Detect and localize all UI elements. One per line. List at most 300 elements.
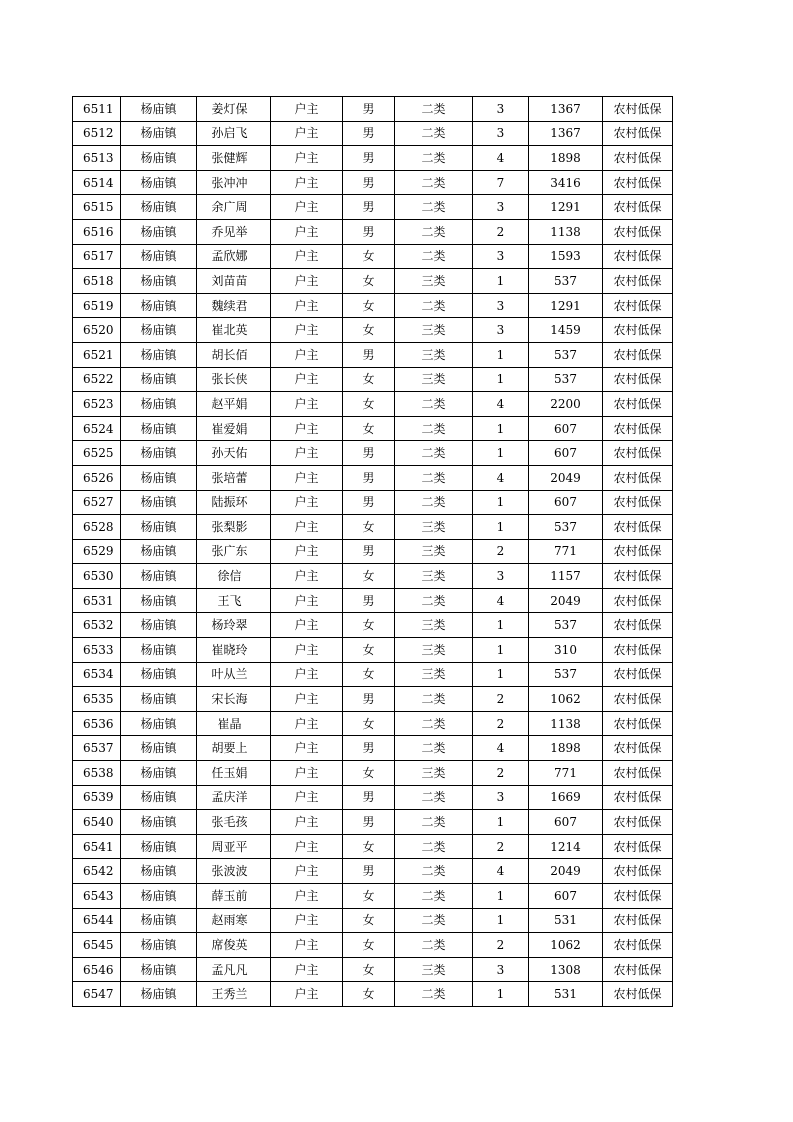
assistance-type-cell: 农村低保: [603, 933, 673, 958]
amount-cell: 531: [529, 982, 603, 1007]
table-row: [73, 539, 673, 564]
town-cell: 杨庙镇: [121, 736, 197, 761]
name-cell: 胡要上: [197, 736, 271, 761]
town-cell: 杨庙镇: [121, 170, 197, 195]
category-cell: 三类: [395, 318, 473, 343]
table-row: [73, 416, 673, 441]
relation-cell: 户主: [271, 564, 343, 589]
town-cell: 杨庙镇: [121, 219, 197, 244]
household-size-cell: 1: [473, 490, 529, 515]
serial-number-cell: 6514: [73, 170, 121, 195]
serial-number-cell: 6513: [73, 146, 121, 171]
household-size-cell: 1: [473, 416, 529, 441]
gender-cell: 女: [343, 908, 395, 933]
amount-cell: 1593: [529, 244, 603, 269]
gender-cell: 男: [343, 170, 395, 195]
table-row: [73, 933, 673, 958]
town-cell: 杨庙镇: [121, 195, 197, 220]
category-cell: 二类: [395, 392, 473, 417]
assistance-type-cell: 农村低保: [603, 318, 673, 343]
town-cell: 杨庙镇: [121, 146, 197, 171]
amount-cell: 1898: [529, 146, 603, 171]
town-cell: 杨庙镇: [121, 97, 197, 122]
assistance-type-cell: 农村低保: [603, 170, 673, 195]
relation-cell: 户主: [271, 97, 343, 122]
table-row: [73, 638, 673, 663]
serial-number-cell: 6528: [73, 515, 121, 540]
town-cell: 杨庙镇: [121, 244, 197, 269]
gender-cell: 女: [343, 416, 395, 441]
name-cell: 张广东: [197, 539, 271, 564]
town-cell: 杨庙镇: [121, 933, 197, 958]
name-cell: 任玉娟: [197, 761, 271, 786]
gender-cell: 男: [343, 736, 395, 761]
table-row: [73, 293, 673, 318]
assistance-type-cell: 农村低保: [603, 490, 673, 515]
household-size-cell: 1: [473, 515, 529, 540]
name-cell: 魏续君: [197, 293, 271, 318]
assistance-type-cell: 农村低保: [603, 195, 673, 220]
table-row: [73, 564, 673, 589]
gender-cell: 男: [343, 588, 395, 613]
gender-cell: 女: [343, 293, 395, 318]
name-cell: 崔晓玲: [197, 638, 271, 663]
household-size-cell: 1: [473, 269, 529, 294]
relation-cell: 户主: [271, 219, 343, 244]
table-body: [73, 97, 673, 1007]
assistance-type-cell: 农村低保: [603, 539, 673, 564]
name-cell: 崔北英: [197, 318, 271, 343]
name-cell: 张波波: [197, 859, 271, 884]
town-cell: 杨庙镇: [121, 515, 197, 540]
gender-cell: 男: [343, 97, 395, 122]
table-row: [73, 613, 673, 638]
category-cell: 二类: [395, 465, 473, 490]
serial-number-cell: 6518: [73, 269, 121, 294]
relation-cell: 户主: [271, 170, 343, 195]
serial-number-cell: 6542: [73, 859, 121, 884]
gender-cell: 男: [343, 859, 395, 884]
assistance-type-cell: 农村低保: [603, 908, 673, 933]
amount-cell: 607: [529, 416, 603, 441]
household-size-cell: 7: [473, 170, 529, 195]
name-cell: 徐信: [197, 564, 271, 589]
assistance-type-cell: 农村低保: [603, 957, 673, 982]
serial-number-cell: 6522: [73, 367, 121, 392]
assistance-type-cell: 农村低保: [603, 441, 673, 466]
relation-cell: 户主: [271, 515, 343, 540]
serial-number-cell: 6519: [73, 293, 121, 318]
table-row: [73, 711, 673, 736]
assistance-type-cell: 农村低保: [603, 810, 673, 835]
serial-number-cell: 6541: [73, 834, 121, 859]
household-size-cell: 3: [473, 97, 529, 122]
category-cell: 二类: [395, 97, 473, 122]
amount-cell: 1459: [529, 318, 603, 343]
category-cell: 三类: [395, 515, 473, 540]
town-cell: 杨庙镇: [121, 957, 197, 982]
amount-cell: 537: [529, 269, 603, 294]
table-row: [73, 859, 673, 884]
category-cell: 三类: [395, 367, 473, 392]
name-cell: 王秀兰: [197, 982, 271, 1007]
town-cell: 杨庙镇: [121, 908, 197, 933]
category-cell: 二类: [395, 736, 473, 761]
category-cell: 二类: [395, 244, 473, 269]
category-cell: 三类: [395, 638, 473, 663]
household-size-cell: 1: [473, 367, 529, 392]
serial-number-cell: 6517: [73, 244, 121, 269]
amount-cell: 607: [529, 490, 603, 515]
category-cell: 二类: [395, 441, 473, 466]
table-row: [73, 244, 673, 269]
amount-cell: 537: [529, 613, 603, 638]
amount-cell: 1157: [529, 564, 603, 589]
name-cell: 张冲冲: [197, 170, 271, 195]
household-size-cell: 3: [473, 785, 529, 810]
relation-cell: 户主: [271, 859, 343, 884]
serial-number-cell: 6525: [73, 441, 121, 466]
serial-number-cell: 6547: [73, 982, 121, 1007]
relation-cell: 户主: [271, 293, 343, 318]
assistance-type-cell: 农村低保: [603, 588, 673, 613]
town-cell: 杨庙镇: [121, 392, 197, 417]
amount-cell: 1138: [529, 711, 603, 736]
amount-cell: 1214: [529, 834, 603, 859]
table-row: [73, 318, 673, 343]
amount-cell: 2049: [529, 588, 603, 613]
amount-cell: 537: [529, 662, 603, 687]
gender-cell: 男: [343, 687, 395, 712]
town-cell: 杨庙镇: [121, 884, 197, 909]
assistance-type-cell: 农村低保: [603, 244, 673, 269]
assistance-type-cell: 农村低保: [603, 736, 673, 761]
household-size-cell: 1: [473, 441, 529, 466]
assistance-type-cell: 农村低保: [603, 859, 673, 884]
town-cell: 杨庙镇: [121, 342, 197, 367]
amount-cell: 1367: [529, 121, 603, 146]
name-cell: 宋长海: [197, 687, 271, 712]
table-row: [73, 465, 673, 490]
relation-cell: 户主: [271, 490, 343, 515]
serial-number-cell: 6540: [73, 810, 121, 835]
table-row: [73, 908, 673, 933]
serial-number-cell: 6532: [73, 613, 121, 638]
assistance-type-cell: 农村低保: [603, 269, 673, 294]
household-size-cell: 1: [473, 982, 529, 1007]
amount-cell: 607: [529, 884, 603, 909]
amount-cell: 3416: [529, 170, 603, 195]
gender-cell: 女: [343, 884, 395, 909]
amount-cell: 1308: [529, 957, 603, 982]
assistance-type-cell: 农村低保: [603, 219, 673, 244]
amount-cell: 1138: [529, 219, 603, 244]
household-size-cell: 4: [473, 146, 529, 171]
gender-cell: 女: [343, 761, 395, 786]
town-cell: 杨庙镇: [121, 490, 197, 515]
household-size-cell: 3: [473, 564, 529, 589]
table-row: [73, 269, 673, 294]
household-size-cell: 1: [473, 884, 529, 909]
amount-cell: 537: [529, 515, 603, 540]
household-size-cell: 1: [473, 638, 529, 663]
assistance-type-cell: 农村低保: [603, 638, 673, 663]
name-cell: 胡长佰: [197, 342, 271, 367]
household-size-cell: 3: [473, 121, 529, 146]
gender-cell: 男: [343, 146, 395, 171]
gender-cell: 男: [343, 539, 395, 564]
household-size-cell: 4: [473, 736, 529, 761]
serial-number-cell: 6521: [73, 342, 121, 367]
gender-cell: 女: [343, 834, 395, 859]
name-cell: 崔爱娟: [197, 416, 271, 441]
household-size-cell: 1: [473, 908, 529, 933]
category-cell: 二类: [395, 293, 473, 318]
gender-cell: 女: [343, 613, 395, 638]
gender-cell: 男: [343, 810, 395, 835]
gender-cell: 女: [343, 933, 395, 958]
town-cell: 杨庙镇: [121, 269, 197, 294]
name-cell: 刘苗苗: [197, 269, 271, 294]
assistance-type-cell: 农村低保: [603, 515, 673, 540]
amount-cell: 771: [529, 761, 603, 786]
category-cell: 二类: [395, 711, 473, 736]
gender-cell: 女: [343, 392, 395, 417]
records-table: [72, 96, 673, 1007]
name-cell: 杨玲翠: [197, 613, 271, 638]
category-cell: 二类: [395, 490, 473, 515]
town-cell: 杨庙镇: [121, 761, 197, 786]
assistance-type-cell: 农村低保: [603, 367, 673, 392]
amount-cell: 531: [529, 908, 603, 933]
relation-cell: 户主: [271, 146, 343, 171]
amount-cell: 2200: [529, 392, 603, 417]
table-row: [73, 97, 673, 122]
category-cell: 二类: [395, 982, 473, 1007]
category-cell: 三类: [395, 761, 473, 786]
household-size-cell: 4: [473, 392, 529, 417]
category-cell: 二类: [395, 195, 473, 220]
household-size-cell: 2: [473, 711, 529, 736]
relation-cell: 户主: [271, 441, 343, 466]
relation-cell: 户主: [271, 269, 343, 294]
relation-cell: 户主: [271, 539, 343, 564]
gender-cell: 女: [343, 662, 395, 687]
table-row: [73, 810, 673, 835]
table-row: [73, 146, 673, 171]
serial-number-cell: 6537: [73, 736, 121, 761]
category-cell: 二类: [395, 121, 473, 146]
amount-cell: 1062: [529, 687, 603, 712]
name-cell: 乔见举: [197, 219, 271, 244]
household-size-cell: 4: [473, 465, 529, 490]
category-cell: 二类: [395, 884, 473, 909]
table-row: [73, 834, 673, 859]
category-cell: 二类: [395, 146, 473, 171]
category-cell: 二类: [395, 810, 473, 835]
category-cell: 二类: [395, 908, 473, 933]
serial-number-cell: 6535: [73, 687, 121, 712]
table-row: [73, 342, 673, 367]
assistance-type-cell: 农村低保: [603, 121, 673, 146]
gender-cell: 女: [343, 244, 395, 269]
relation-cell: 户主: [271, 121, 343, 146]
name-cell: 余广周: [197, 195, 271, 220]
serial-number-cell: 6536: [73, 711, 121, 736]
relation-cell: 户主: [271, 416, 343, 441]
household-size-cell: 2: [473, 539, 529, 564]
town-cell: 杨庙镇: [121, 859, 197, 884]
category-cell: 二类: [395, 859, 473, 884]
serial-number-cell: 6512: [73, 121, 121, 146]
assistance-type-cell: 农村低保: [603, 662, 673, 687]
serial-number-cell: 6524: [73, 416, 121, 441]
gender-cell: 女: [343, 318, 395, 343]
relation-cell: 户主: [271, 195, 343, 220]
amount-cell: 1291: [529, 195, 603, 220]
serial-number-cell: 6523: [73, 392, 121, 417]
town-cell: 杨庙镇: [121, 613, 197, 638]
name-cell: 赵雨寒: [197, 908, 271, 933]
category-cell: 三类: [395, 957, 473, 982]
relation-cell: 户主: [271, 711, 343, 736]
serial-number-cell: 6527: [73, 490, 121, 515]
category-cell: 三类: [395, 539, 473, 564]
gender-cell: 男: [343, 465, 395, 490]
assistance-type-cell: 农村低保: [603, 465, 673, 490]
household-size-cell: 2: [473, 687, 529, 712]
name-cell: 孟欣娜: [197, 244, 271, 269]
category-cell: 二类: [395, 785, 473, 810]
town-cell: 杨庙镇: [121, 687, 197, 712]
relation-cell: 户主: [271, 662, 343, 687]
town-cell: 杨庙镇: [121, 834, 197, 859]
town-cell: 杨庙镇: [121, 293, 197, 318]
name-cell: 张培蕾: [197, 465, 271, 490]
relation-cell: 户主: [271, 613, 343, 638]
table-row: [73, 219, 673, 244]
name-cell: 张毛孩: [197, 810, 271, 835]
table-row: [73, 121, 673, 146]
category-cell: 三类: [395, 342, 473, 367]
category-cell: 二类: [395, 834, 473, 859]
table-row: [73, 884, 673, 909]
amount-cell: 1898: [529, 736, 603, 761]
amount-cell: 537: [529, 342, 603, 367]
relation-cell: 户主: [271, 785, 343, 810]
amount-cell: 310: [529, 638, 603, 663]
serial-number-cell: 6545: [73, 933, 121, 958]
town-cell: 杨庙镇: [121, 785, 197, 810]
amount-cell: 1367: [529, 97, 603, 122]
category-cell: 三类: [395, 269, 473, 294]
name-cell: 张梨影: [197, 515, 271, 540]
table-row: [73, 367, 673, 392]
household-size-cell: 3: [473, 244, 529, 269]
serial-number-cell: 6520: [73, 318, 121, 343]
name-cell: 席俊英: [197, 933, 271, 958]
relation-cell: 户主: [271, 638, 343, 663]
table-row: [73, 195, 673, 220]
gender-cell: 女: [343, 982, 395, 1007]
serial-number-cell: 6515: [73, 195, 121, 220]
gender-cell: 女: [343, 367, 395, 392]
town-cell: 杨庙镇: [121, 318, 197, 343]
amount-cell: 1062: [529, 933, 603, 958]
relation-cell: 户主: [271, 761, 343, 786]
serial-number-cell: 6526: [73, 465, 121, 490]
household-size-cell: 1: [473, 662, 529, 687]
assistance-type-cell: 农村低保: [603, 564, 673, 589]
town-cell: 杨庙镇: [121, 465, 197, 490]
serial-number-cell: 6539: [73, 785, 121, 810]
category-cell: 三类: [395, 662, 473, 687]
town-cell: 杨庙镇: [121, 441, 197, 466]
gender-cell: 男: [343, 490, 395, 515]
gender-cell: 女: [343, 564, 395, 589]
name-cell: 孙启飞: [197, 121, 271, 146]
assistance-type-cell: 农村低保: [603, 293, 673, 318]
gender-cell: 男: [343, 219, 395, 244]
relation-cell: 户主: [271, 736, 343, 761]
town-cell: 杨庙镇: [121, 588, 197, 613]
name-cell: 崔晶: [197, 711, 271, 736]
table-row: [73, 441, 673, 466]
amount-cell: 2049: [529, 859, 603, 884]
relation-cell: 户主: [271, 392, 343, 417]
relation-cell: 户主: [271, 318, 343, 343]
category-cell: 三类: [395, 564, 473, 589]
household-size-cell: 3: [473, 957, 529, 982]
relation-cell: 户主: [271, 834, 343, 859]
relation-cell: 户主: [271, 908, 343, 933]
household-size-cell: 2: [473, 834, 529, 859]
relation-cell: 户主: [271, 982, 343, 1007]
table-row: [73, 662, 673, 687]
town-cell: 杨庙镇: [121, 121, 197, 146]
name-cell: 周亚平: [197, 834, 271, 859]
table-row: [73, 736, 673, 761]
town-cell: 杨庙镇: [121, 638, 197, 663]
gender-cell: 男: [343, 785, 395, 810]
table-row: [73, 957, 673, 982]
table-row: [73, 170, 673, 195]
relation-cell: 户主: [271, 465, 343, 490]
gender-cell: 男: [343, 342, 395, 367]
household-size-cell: 3: [473, 318, 529, 343]
category-cell: 二类: [395, 687, 473, 712]
town-cell: 杨庙镇: [121, 367, 197, 392]
gender-cell: 男: [343, 121, 395, 146]
serial-number-cell: 6529: [73, 539, 121, 564]
household-size-cell: 2: [473, 761, 529, 786]
serial-number-cell: 6546: [73, 957, 121, 982]
assistance-type-cell: 农村低保: [603, 613, 673, 638]
category-cell: 二类: [395, 416, 473, 441]
gender-cell: 男: [343, 195, 395, 220]
assistance-type-cell: 农村低保: [603, 884, 673, 909]
table-row: [73, 588, 673, 613]
amount-cell: 607: [529, 810, 603, 835]
assistance-type-cell: 农村低保: [603, 416, 673, 441]
household-size-cell: 4: [473, 859, 529, 884]
name-cell: 赵平娟: [197, 392, 271, 417]
gender-cell: 女: [343, 515, 395, 540]
name-cell: 孙天佑: [197, 441, 271, 466]
town-cell: 杨庙镇: [121, 711, 197, 736]
name-cell: 孟庆洋: [197, 785, 271, 810]
table-row: [73, 982, 673, 1007]
